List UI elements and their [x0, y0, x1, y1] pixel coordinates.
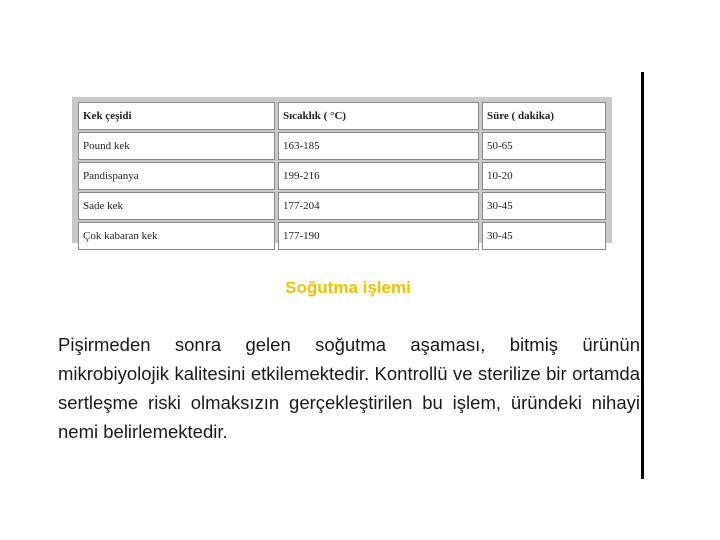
table-header-row	[78, 102, 606, 130]
table-cell: 30-45	[482, 222, 606, 250]
table-cell: 30-45	[482, 192, 606, 220]
baking-table-frame	[72, 97, 612, 243]
table-row	[78, 222, 606, 250]
vertical-divider	[641, 72, 644, 479]
table-cell: 163-185	[278, 132, 479, 160]
table-cell: Çok kabaran kek	[78, 222, 275, 250]
header-kek-cesidi: Kek çeşidi	[78, 102, 275, 130]
header-sure: Süre ( dakika)	[482, 102, 606, 130]
table-cell: 177-204	[278, 192, 479, 220]
table-row	[78, 192, 606, 220]
table-cell: 199-216	[278, 162, 479, 190]
table-cell: 50-65	[482, 132, 606, 160]
table-row	[78, 162, 606, 190]
section-heading: Soğutma işlemi	[285, 278, 411, 297]
table-row	[78, 132, 606, 160]
header-sicaklik: Sıcaklık ( °C)	[278, 102, 479, 130]
table-cell: 10-20	[482, 162, 606, 190]
table-cell: Sade kek	[78, 192, 275, 220]
table-cell: Pound kek	[78, 132, 275, 160]
table-cell: 177-190	[278, 222, 479, 250]
baking-table	[75, 100, 609, 252]
table-cell: Pandispanya	[78, 162, 275, 190]
body-paragraph: Pişirmeden sonra gelen soğutma aşaması, bitmiş ürünün mikrobiyolojik kalitesini etkilemektedir. Kontrollü ve sterilize bir ortamda sertleşme riski olmaksızın gerçekleştirilen bu işlem, üründeki nihayi nemi belirlemektedir.	[58, 334, 640, 442]
